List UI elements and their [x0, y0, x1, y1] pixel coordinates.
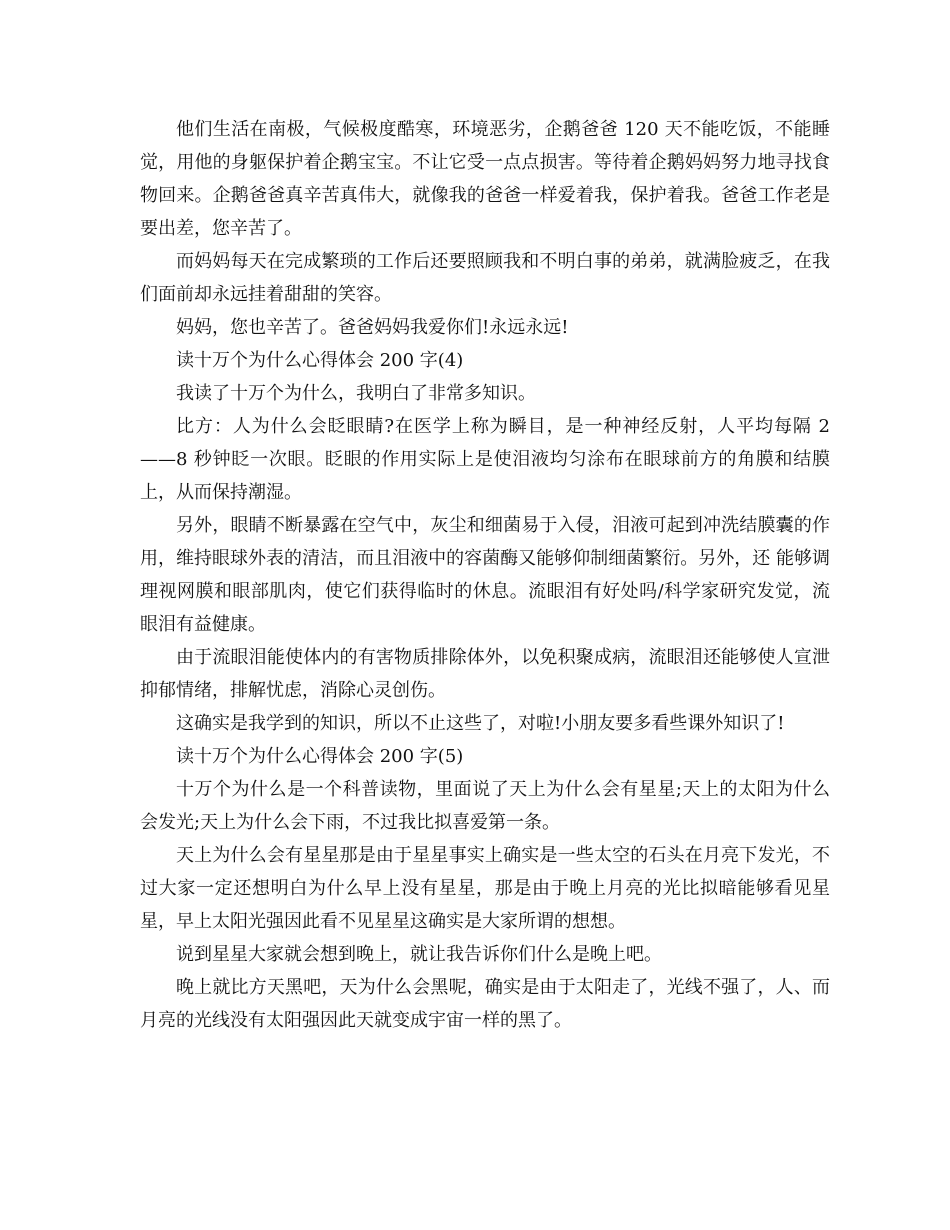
paragraph-mother: 而妈妈每天在完成繁琐的工作后还要照顾我和不明白事的弟弟，就满脸疲乏，在我们面前却永远挂着甜甜的笑容。 — [140, 251, 830, 305]
paragraph-blinking: 比方：人为什么会眨眼睛?在医学上称为瞬目，是一种神经反射，人平均每隔 2——8 秒钟眨一次眼。眨眼的作用实际上是使泪液均匀涂布在眼球前方的角膜和结膜上，从而保持潮湿。 — [140, 416, 830, 503]
document-body — [140, 113, 830, 1037]
paragraph-penguin-father: 他们生活在南极，气候极度酷寒，环境恶劣，企鹅爸爸 120 天不能吃饭，不能睡觉，用他的身躯保护着企鹅宝宝。不让它受一点点损害。等待着企鹅妈妈努力地寻找食物回来。企鹅爸爸真辛苦真伟大，就像我的爸爸一样爱着我，保护着我。爸爸工作老是要出差，您辛苦了。 — [140, 119, 830, 239]
paragraph-learned-knowledge: 我读了十万个为什么，我明白了非常多知识。 — [176, 383, 536, 404]
section-heading-4: 读十万个为什么心得体会 200 字(4) — [176, 350, 464, 371]
paragraph-tears-health: 由于流眼泪能使体内的有害物质排除体外，以免积聚成病，流眼泪还能够使人宣泄抑郁情绪，排解忧虑，消除心灵创伤。 — [140, 647, 830, 701]
paragraph-tears-function: 另外，眼睛不断暴露在空气中，灰尘和细菌易于入侵，泪液可起到冲洗结膜囊的作用，维持眼球外表的清洁，而且泪液中的容菌酶又能够仰制细菌繁衍。另外，还 能够调理视网膜和眼部肌肉，使它们获得临时的休息。流眼泪有好处吗/科学家研究发觉，流眼泪有益健康。 — [140, 515, 830, 635]
section-heading-5: 读十万个为什么心得体会 200 字(5) — [176, 746, 464, 767]
paragraph-science-book: 十万个为什么是一个科普读物，里面说了天上为什么会有星星;天上的太阳为什么会发光;天上为什么会下雨，不过我比拟喜爱第一条。 — [140, 779, 830, 833]
paragraph-conclusion-4: 这确实是我学到的知识，所以不止这些了，对啦!小朋友要多看些课外知识了! — [176, 713, 785, 734]
paragraph-night-explained: 晚上就比方天黑吧，天为什么会黑呢，确实是由于太阳走了，光线不强了，人、而月亮的光线没有太阳强因此天就变成宇宙一样的黑了。 — [140, 977, 830, 1031]
paragraph-thanks-parents: 妈妈，您也辛苦了。爸爸妈妈我爱你们!永远永远! — [176, 317, 569, 338]
paragraph-night-intro: 说到星星大家就会想到晚上，就让我告诉你们什么是晚上吧。 — [176, 944, 662, 965]
paragraph-stars: 天上为什么会有星星那是由于星星事实上确实是一些太空的石头在月亮下发光，不过大家一定还想明白为什么早上没有星星，那是由于晚上月亮的光比拟暗能够看见星星，早上太阳光强因此看不见星星这确实是大家所谓的想想。 — [140, 845, 830, 932]
